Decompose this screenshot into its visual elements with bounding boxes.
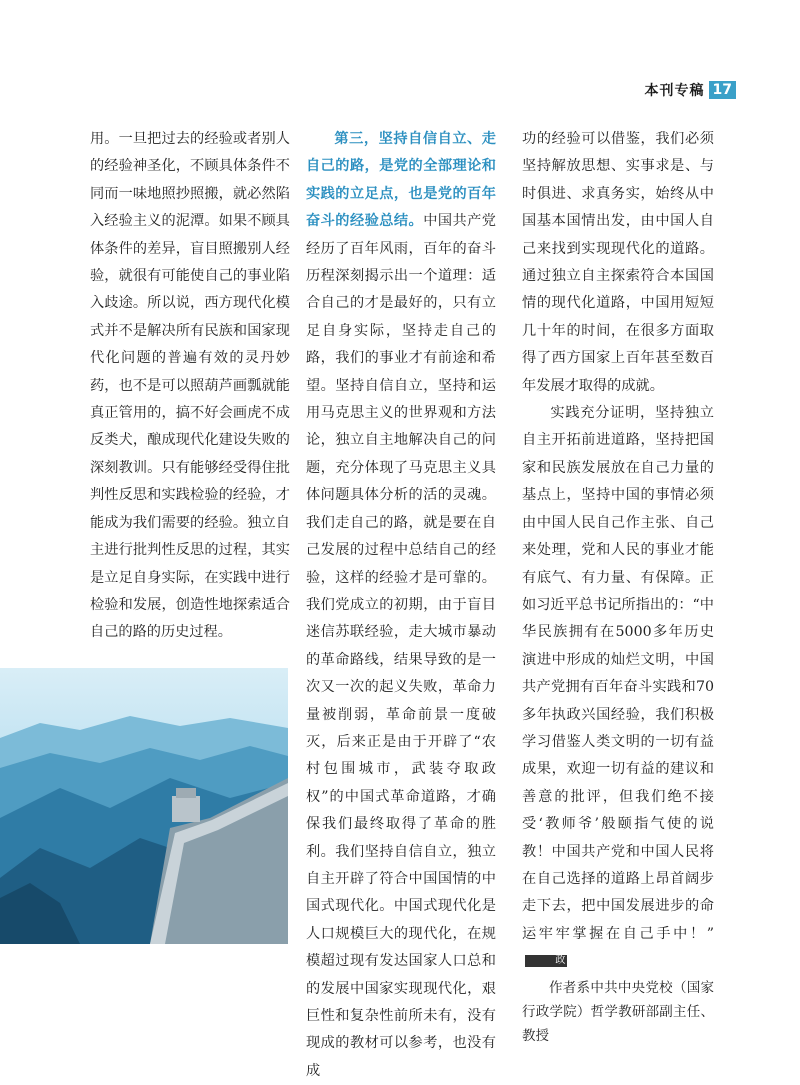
column-2-paragraph <box>306 126 496 1085</box>
page-header <box>645 80 736 100</box>
page-number: 17 <box>709 81 736 99</box>
end-mark-icon: 政 <box>525 955 567 967</box>
column-2-text: 中国共产党经历了百年风雨，百年的奋斗历程深刻揭示出一个道理：适合自己的才是最好的，只有立足自身实际，坚持走自己的路，我们的事业才有前途和希望。坚持自信自立，坚持和运用马克思主义的世界观和方法论，独立自主地解决自己的问题，充分体现了马克思主义具体问题具体分析的活的灵魂。我们走自己的路，就是要在自己发展的过程中总结自己的经验，这样的经验才是可靠的。我们党成立的初期，由于盲目迷信苏联经验，走大城市暴动的革命路线，结果导致的是一次又一次的起义失败，革命力量被削弱，革命前景一度破灭，后来正是由于开辟了“农村包围城市，武装夺取政权”的中国式革命道路，才确保我们最终取得了革命的胜利。我们坚持自信自立，独立自主开辟了符合中国国情的中国式现代化。中国式现代化是人口规模巨大的现代化，在规模超过现有发达国家人口总和的发展中国家实现现代化，艰巨性和复杂性前所未有，没有现成的教材可以参考，也没有成 <box>306 213 496 1079</box>
column-3 <box>522 126 714 1048</box>
section-title: 本刊专稿 <box>644 83 705 99</box>
column-3-paragraph-1: 功的经验可以借鉴，我们必须坚持解放思想、实事求是、与时俱进、求真务实，始终从中国基本国情出发，由中国人自己来找到实现现代化的道路。通过独立自主探索符合本国国情的现代化道路，中国用短短几十年的时间，在很多方面取得了西方国家上百年甚至数百年发展才取得的成就。 <box>522 131 714 394</box>
column-1 <box>90 126 290 647</box>
column-1-text: 用。一旦把过去的经验或者别人的经验神圣化，不顾具体条件不同而一味地照抄照搬，就必然陷入经验主义的泥潭。如果不顾具体条件的差异，盲目照搬别人经验，就很有可能使自己的事业陷入歧途。所以说，西方现代化模式并不是解决所有民族和国家现代化问题的普遍有效的灵丹妙药，也不是可以照葫芦画瓢就能真正管用的，搞不好会画虎不成反类犬，酿成现代化建设失败的深刻教训。只有能够经受得住批判性反思和实践检验的经验，才能成为我们需要的经验。独立自主进行批判性反思的过程，其实是立足自身实际，在实践中进行检验和发展，创造性地探索适合自己的路的历史过程。 <box>90 131 290 641</box>
great-wall-photo <box>0 668 288 944</box>
column-2-highlight: 第三，坚持自信自立、走自己的路，是党的全部理论和实践的立足点，也是党的百年奋斗的经验总结。 <box>306 131 496 230</box>
column-2 <box>306 126 496 1085</box>
column-3-paragraph-2-text: 实践充分证明，坚持独立自主开拓前进道路，坚持把国家和民族发展放在自己力量的基点上，坚持中国的事情必须由中国人民自己作主张、自己来处理，党和人民的事业才能有底气、有力量、有保障。正如习近平总书记所指出的：“中华民族拥有在5000多年历史演进中形成的灿烂文明，中国共产党拥有百年奋斗实践和70多年执政兴国经验，我们积极学习借鉴人类文明的一切有益成果，欢迎一切有益的建议和善意的批评，但我们绝不接受‘教师爷’般颐指气使的说教！中国共产党和中国人民将在自己选择的道路上昂首阔步走下去，把中国发展进步的命运牢牢掌握在自己手中！” <box>522 405 714 942</box>
column-3-paragraph-2 <box>522 400 714 976</box>
author-note: 作者系中共中央党校（国家行政学院）哲学教研部副主任、教授 <box>522 979 714 1044</box>
